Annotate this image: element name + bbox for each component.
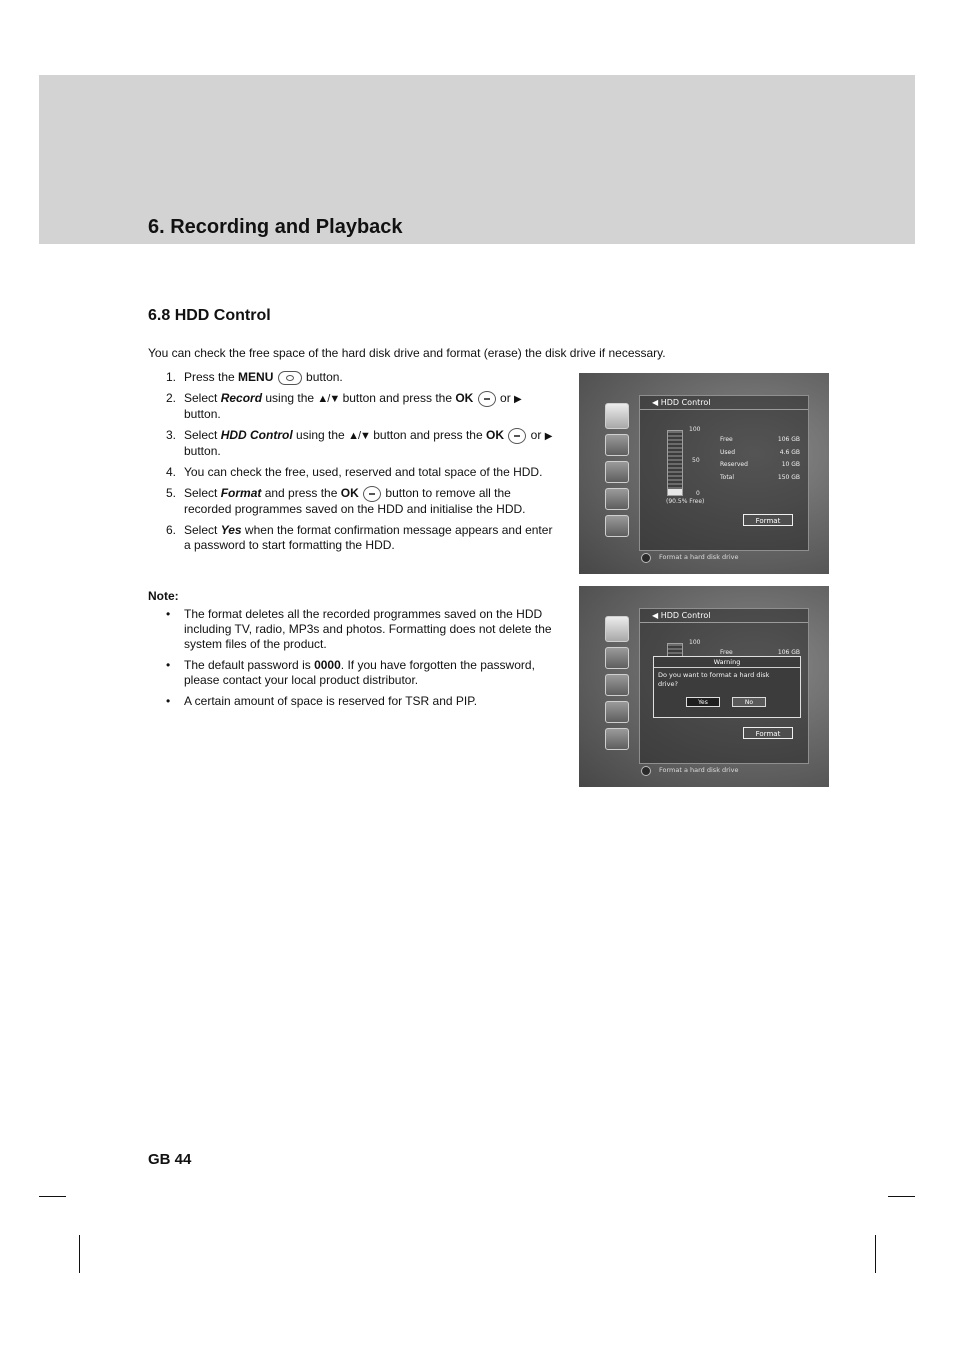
stat-used: Used 4.6 GB xyxy=(720,448,800,456)
crop-mark xyxy=(79,1235,80,1273)
panel-title: ◀ HDD Control xyxy=(652,611,711,620)
media-menu-icon xyxy=(605,488,629,510)
stat-free: Free 106 GB xyxy=(720,649,800,656)
ok-button-icon xyxy=(508,428,526,444)
crop-mark xyxy=(39,1196,66,1197)
channel-menu-icon xyxy=(605,461,629,483)
help-text: Format a hard disk drive xyxy=(659,553,739,561)
record-menu-icon xyxy=(605,616,629,642)
stat-free: Free 106 GB xyxy=(720,436,800,443)
record-menu-icon xyxy=(605,403,629,429)
help-text: Format a hard disk drive xyxy=(659,766,739,774)
free-space-fill xyxy=(668,489,682,495)
side-menu xyxy=(605,403,631,542)
notes-list xyxy=(148,607,560,715)
intro-paragraph: You can check the free space of the hard disk drive and format (erase) the disk drive if necessary. xyxy=(148,346,666,360)
note-item: • A certain amount of space is reserved for TSR and PIP. xyxy=(166,694,478,708)
dialog-title: Warning xyxy=(713,658,741,666)
chapter-title: 6. Recording and Playback xyxy=(148,216,403,238)
tick-0: 0 xyxy=(696,490,700,497)
yes-button[interactable]: Yes xyxy=(686,697,720,707)
note-item: • The format deletes all the recorded programmes saved on the HDD including TV, radio, MP3s and photos. Formatting does not delete the system files of the product. xyxy=(166,607,552,651)
note-item: • The default password is 0000. If you have forgotten the password, please contact your local product distributor. xyxy=(166,658,535,687)
stat-reserved: Reserved 10 GB xyxy=(720,461,800,468)
up-down-arrow-icon: ▲/▼ xyxy=(348,429,370,442)
help-icon xyxy=(641,766,651,776)
ok-button-icon xyxy=(363,486,381,502)
crop-mark xyxy=(888,1196,915,1197)
menu-button-icon xyxy=(278,371,302,385)
format-button[interactable]: Format xyxy=(743,514,793,526)
tick-50: 50 xyxy=(692,457,700,464)
hdd-menu-icon xyxy=(605,515,629,537)
hdd-menu-icon xyxy=(605,728,629,750)
side-menu xyxy=(605,616,631,755)
note-label: Note: xyxy=(148,589,179,603)
section-title: 6.8 HDD Control xyxy=(148,307,271,324)
up-down-arrow-icon: ▲/▼ xyxy=(317,392,340,405)
step-item: 4. You can check the free, used, reserved and total space of the HDD. xyxy=(166,465,543,479)
tick-100: 100 xyxy=(689,426,701,433)
step-item: 3. Select HDD Control using the ▲/▼ button and press the OK or ▶ button. xyxy=(166,428,553,458)
right-arrow-icon: ▶ xyxy=(514,393,522,405)
space-stats xyxy=(720,434,800,484)
settings-menu-icon xyxy=(605,434,629,456)
ok-button-icon xyxy=(478,391,496,407)
settings-menu-icon xyxy=(605,647,629,669)
media-menu-icon xyxy=(605,701,629,723)
free-percent: (90.5% Free) xyxy=(666,498,705,505)
free-space-bar xyxy=(667,430,683,496)
help-bar xyxy=(639,764,809,778)
no-button[interactable]: No xyxy=(732,697,766,707)
crop-mark xyxy=(875,1235,876,1273)
stat-total: Total 150 GB xyxy=(720,473,800,481)
step-item: 6. Select Yes when the format confirmation message appears and enter a password to start formatting the HDD. xyxy=(166,523,553,552)
hdd-control-screenshot xyxy=(579,373,829,574)
help-bar xyxy=(639,551,809,565)
step-item: 1. Press the MENU button. xyxy=(166,370,343,384)
step-item: 2. Select Record using the ▲/▼ button and press the OK or ▶ button. xyxy=(166,391,522,421)
format-button[interactable]: Format xyxy=(743,727,793,739)
steps-list xyxy=(148,370,560,559)
panel-title: ◀ HDD Control xyxy=(652,398,711,407)
tick-100: 100 xyxy=(689,639,701,646)
right-arrow-icon: ▶ xyxy=(544,430,553,442)
warning-dialog xyxy=(653,656,801,718)
help-icon xyxy=(641,553,651,563)
dialog-message: Do you want to format a hard disk drive? xyxy=(658,671,770,688)
step-item: 5. Select Format and press the OK button to remove all the recorded programmes saved on the HDD and initialise the HDD. xyxy=(166,486,526,516)
channel-menu-icon xyxy=(605,674,629,696)
page-number: GB 44 xyxy=(148,1151,192,1168)
hdd-control-panel xyxy=(639,395,809,551)
format-warning-screenshot xyxy=(579,586,829,787)
